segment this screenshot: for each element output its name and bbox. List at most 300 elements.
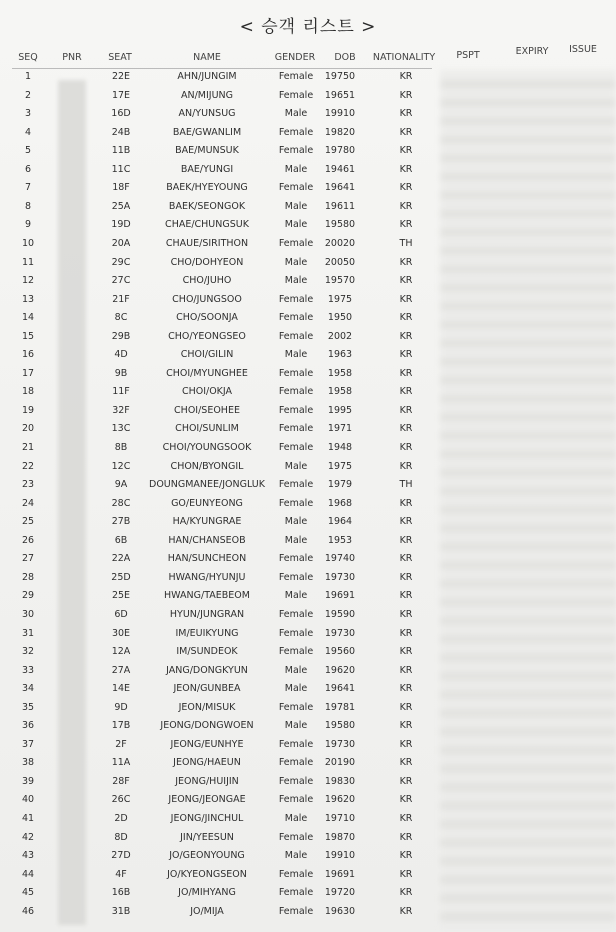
dob-cell: 19740 bbox=[324, 553, 356, 565]
gender-cell: Female bbox=[278, 404, 314, 416]
table-row bbox=[0, 477, 616, 496]
table-row bbox=[0, 830, 616, 849]
table-row bbox=[0, 162, 616, 181]
dob-cell: 1948 bbox=[327, 442, 353, 453]
dob-cell: 19910 bbox=[324, 108, 356, 120]
gender-cell: Male bbox=[284, 349, 308, 361]
gender-cell: Female bbox=[278, 701, 314, 713]
gender-cell: Male bbox=[284, 664, 308, 676]
gender-cell: Female bbox=[278, 182, 314, 194]
nationality-cell: KR bbox=[399, 590, 413, 602]
nationality-cell: KR bbox=[399, 219, 413, 231]
nationality-cell: KR bbox=[399, 553, 413, 565]
gender-cell: Female bbox=[278, 738, 314, 750]
gender-cell: Female bbox=[278, 608, 314, 620]
seat-cell: 24B bbox=[111, 126, 131, 138]
seq-cell: 26 bbox=[21, 534, 35, 546]
seat-cell: 11B bbox=[111, 145, 131, 157]
nationality-cell: KR bbox=[399, 89, 413, 101]
seq-cell: 27 bbox=[21, 553, 35, 565]
dob-cell: 1953 bbox=[327, 534, 353, 546]
dob-cell: 1958 bbox=[327, 367, 353, 379]
name-cell: CHO/JUNGSOO bbox=[172, 293, 242, 305]
seat-cell: 22E bbox=[111, 71, 131, 82]
dob-cell: 19560 bbox=[324, 646, 356, 658]
nationality-cell: KR bbox=[399, 367, 413, 379]
dob-cell: 19691 bbox=[324, 590, 356, 602]
nationality-cell: KR bbox=[399, 423, 413, 435]
name-cell: AHN/JUNGIM bbox=[177, 71, 237, 82]
name-cell: CHAUE/SIRITHON bbox=[165, 237, 249, 249]
seq-cell: 30 bbox=[21, 608, 35, 620]
table-row bbox=[0, 347, 616, 366]
gender-cell: Female bbox=[278, 831, 314, 843]
dob-cell: 1958 bbox=[327, 386, 353, 398]
table-row bbox=[0, 403, 616, 422]
gender-cell: Female bbox=[278, 312, 314, 324]
seq-cell: 42 bbox=[21, 831, 35, 843]
dob-cell: 19730 bbox=[324, 571, 356, 583]
nationality-cell: KR bbox=[399, 534, 413, 546]
nationality-cell: KR bbox=[399, 126, 413, 138]
seat-cell: 30E bbox=[111, 627, 131, 639]
name-cell: HWANG/TAEBEOM bbox=[164, 590, 250, 602]
gender-cell: Female bbox=[278, 497, 314, 509]
gender-cell: Female bbox=[278, 887, 314, 899]
seat-cell: 29B bbox=[111, 330, 131, 342]
seat-cell: 25D bbox=[111, 571, 131, 583]
table-row bbox=[0, 125, 616, 144]
dob-cell: 19580 bbox=[324, 720, 356, 732]
dob-cell: 1963 bbox=[327, 349, 353, 361]
dob-cell: 1964 bbox=[327, 516, 353, 528]
nationality-cell: KR bbox=[399, 831, 413, 843]
header-dob: DOB bbox=[334, 52, 356, 63]
seq-cell: 28 bbox=[21, 571, 35, 583]
seat-cell: 12C bbox=[111, 460, 131, 472]
gender-cell: Female bbox=[278, 757, 314, 769]
nationality-cell: KR bbox=[399, 71, 413, 82]
table-row bbox=[0, 718, 616, 737]
seq-cell: 4 bbox=[24, 126, 32, 138]
dob-cell: 19620 bbox=[324, 664, 356, 676]
nationality-cell: KR bbox=[399, 701, 413, 713]
table-row bbox=[0, 885, 616, 904]
nationality-cell: KR bbox=[399, 627, 413, 639]
name-cell: JEON/GUNBEA bbox=[173, 683, 241, 695]
dob-cell: 19620 bbox=[324, 794, 356, 806]
gender-cell: Male bbox=[284, 256, 308, 268]
seat-cell: 29C bbox=[111, 256, 131, 268]
nationality-cell: KR bbox=[399, 163, 413, 175]
seat-cell: 8C bbox=[114, 312, 128, 324]
nationality-cell: KR bbox=[399, 404, 413, 416]
seat-cell: 27B bbox=[111, 516, 131, 528]
seq-cell: 46 bbox=[21, 905, 35, 917]
nationality-cell: KR bbox=[399, 349, 413, 361]
name-cell: DOUNGMANEE/JONGLUK bbox=[149, 479, 265, 491]
table-row bbox=[0, 533, 616, 552]
table-row bbox=[0, 792, 616, 811]
dob-cell: 20020 bbox=[324, 237, 356, 249]
nationality-cell: KR bbox=[399, 850, 413, 862]
name-cell: CHOI/MYUNGHEE bbox=[166, 367, 248, 379]
seat-cell: 22A bbox=[111, 553, 131, 565]
nationality-cell: KR bbox=[399, 905, 413, 917]
name-cell: CHAE/CHUNGSUK bbox=[165, 219, 249, 231]
name-cell: CHO/SOONJA bbox=[176, 312, 238, 324]
nationality-cell: KR bbox=[399, 887, 413, 899]
table-row bbox=[0, 180, 616, 199]
dob-cell: 19720 bbox=[324, 887, 356, 899]
dob-cell: 19461 bbox=[324, 163, 356, 175]
gender-cell: Female bbox=[278, 775, 314, 787]
seat-cell: 2D bbox=[114, 813, 128, 824]
name-cell: CHO/DOHYEON bbox=[170, 256, 244, 268]
name-cell: CHOI/GILIN bbox=[180, 349, 234, 361]
gender-cell: Female bbox=[278, 237, 314, 249]
gender-cell: Female bbox=[278, 627, 314, 639]
seq-cell: 29 bbox=[21, 590, 35, 602]
seat-cell: 8D bbox=[114, 831, 128, 843]
seq-cell: 37 bbox=[21, 738, 35, 750]
table-row bbox=[0, 310, 616, 329]
dob-cell: 19570 bbox=[324, 275, 356, 287]
name-cell: HAN/SUNCHEON bbox=[167, 553, 247, 565]
seat-cell: 18F bbox=[112, 182, 130, 194]
name-cell: JEONG/HUIJIN bbox=[175, 775, 239, 787]
seq-cell: 34 bbox=[21, 683, 35, 695]
gender-cell: Male bbox=[284, 813, 308, 824]
gender-cell: Female bbox=[278, 145, 314, 157]
gender-cell: Female bbox=[278, 71, 314, 82]
name-cell: BAEK/HYEYOUNG bbox=[166, 182, 248, 194]
dob-cell: 19630 bbox=[324, 905, 356, 917]
name-cell: JEONG/HAEUN bbox=[173, 757, 241, 769]
dob-cell: 19641 bbox=[324, 683, 356, 695]
table-row bbox=[0, 440, 616, 459]
table-row bbox=[0, 292, 616, 311]
nationality-cell: KR bbox=[399, 868, 413, 880]
nationality-cell: KR bbox=[399, 683, 413, 695]
name-cell: JO/MIJA bbox=[190, 905, 224, 917]
seq-cell: 18 bbox=[21, 386, 35, 398]
name-cell: AN/YUNSUG bbox=[178, 108, 236, 120]
nationality-cell: KR bbox=[399, 497, 413, 509]
nationality-cell: KR bbox=[399, 720, 413, 732]
seat-cell: 28C bbox=[111, 497, 131, 509]
gender-cell: Female bbox=[278, 386, 314, 398]
table-row bbox=[0, 904, 616, 923]
table-row bbox=[0, 459, 616, 478]
gender-cell: Female bbox=[278, 646, 314, 658]
table-row bbox=[0, 811, 616, 830]
dob-cell: 1968 bbox=[327, 497, 353, 509]
gender-cell: Female bbox=[278, 330, 314, 342]
nationality-cell: KR bbox=[399, 442, 413, 453]
table-row bbox=[0, 69, 616, 88]
name-cell: BAE/GWANLIM bbox=[172, 126, 242, 138]
gender-cell: Female bbox=[278, 553, 314, 565]
table-row bbox=[0, 626, 616, 645]
table-row bbox=[0, 551, 616, 570]
table-row bbox=[0, 774, 616, 793]
name-cell: JEONG/JEONGAE bbox=[168, 794, 246, 806]
dob-cell: 19580 bbox=[324, 219, 356, 231]
table-row bbox=[0, 737, 616, 756]
gender-cell: Male bbox=[284, 275, 308, 287]
dob-cell: 19710 bbox=[324, 813, 356, 824]
seat-cell: 9D bbox=[114, 701, 128, 713]
seat-cell: 9B bbox=[114, 367, 128, 379]
table-row bbox=[0, 199, 616, 218]
seq-cell: 44 bbox=[21, 868, 35, 880]
gender-cell: Male bbox=[284, 720, 308, 732]
name-cell: CHO/YEONGSEO bbox=[168, 330, 246, 342]
seq-cell: 16 bbox=[21, 349, 35, 361]
seq-cell: 33 bbox=[21, 664, 35, 676]
nationality-cell: KR bbox=[399, 256, 413, 268]
dob-cell: 19780 bbox=[324, 145, 356, 157]
seat-cell: 20A bbox=[111, 237, 131, 249]
seat-cell: 17E bbox=[111, 89, 131, 101]
seq-cell: 3 bbox=[24, 108, 32, 120]
seat-cell: 25A bbox=[111, 200, 131, 212]
table-row bbox=[0, 329, 616, 348]
header-expiry: EXPIRY bbox=[515, 46, 549, 57]
seat-cell: 27D bbox=[111, 850, 131, 862]
gender-cell: Male bbox=[284, 163, 308, 175]
header-gender: GENDER bbox=[274, 52, 316, 63]
table-row bbox=[0, 88, 616, 107]
dob-cell: 20050 bbox=[324, 256, 356, 268]
seat-cell: 25E bbox=[111, 590, 131, 602]
gender-cell: Male bbox=[284, 683, 308, 695]
name-cell: CHO/JUHO bbox=[182, 275, 232, 287]
dob-cell: 19781 bbox=[324, 701, 356, 713]
name-cell: JIN/YEESUN bbox=[180, 831, 234, 843]
header-seat: SEAT bbox=[108, 52, 132, 63]
header-pspt: PSPT bbox=[456, 50, 480, 61]
table-row bbox=[0, 755, 616, 774]
dob-cell: 19730 bbox=[324, 627, 356, 639]
name-cell: JEON/MISUK bbox=[178, 701, 236, 713]
table-row bbox=[0, 273, 616, 292]
seat-cell: 6B bbox=[114, 534, 128, 546]
seq-cell: 39 bbox=[21, 775, 35, 787]
seq-cell: 32 bbox=[21, 646, 35, 658]
name-cell: JEONG/DONGWOEN bbox=[160, 720, 254, 732]
seat-cell: 17B bbox=[111, 720, 131, 732]
name-cell: HA/KYUNGRAE bbox=[172, 516, 242, 528]
table-row bbox=[0, 236, 616, 255]
gender-cell: Female bbox=[278, 905, 314, 917]
dob-cell: 19691 bbox=[324, 868, 356, 880]
header-pnr: PNR bbox=[62, 52, 82, 63]
nationality-cell: KR bbox=[399, 200, 413, 212]
seat-cell: 11A bbox=[111, 757, 131, 769]
nationality-cell: KR bbox=[399, 145, 413, 157]
nationality-cell: KR bbox=[399, 386, 413, 398]
table-row bbox=[0, 384, 616, 403]
nationality-cell: KR bbox=[399, 182, 413, 194]
dob-cell: 19590 bbox=[324, 608, 356, 620]
nationality-cell: KR bbox=[399, 664, 413, 676]
seat-cell: 4D bbox=[114, 349, 128, 361]
table-row bbox=[0, 607, 616, 626]
nationality-cell: KR bbox=[399, 330, 413, 342]
table-row bbox=[0, 663, 616, 682]
name-cell: CHON/BYONGIL bbox=[170, 460, 244, 472]
seat-cell: 26C bbox=[111, 794, 131, 806]
seq-cell: 36 bbox=[21, 720, 35, 732]
header-name: NAME bbox=[193, 52, 221, 63]
table-row bbox=[0, 421, 616, 440]
name-cell: HWANG/HYUNJU bbox=[168, 571, 246, 583]
gender-cell: Male bbox=[284, 534, 308, 546]
nationality-cell: KR bbox=[399, 293, 413, 305]
gender-cell: Male bbox=[284, 460, 308, 472]
seq-cell: 1 bbox=[24, 71, 32, 82]
nationality-cell: KR bbox=[399, 312, 413, 324]
table-row bbox=[0, 255, 616, 274]
table-row bbox=[0, 366, 616, 385]
header-nationality: NATIONALITY bbox=[372, 52, 436, 63]
table-row bbox=[0, 106, 616, 125]
seq-cell: 17 bbox=[21, 367, 35, 379]
dob-cell: 1975 bbox=[327, 293, 353, 305]
dob-cell: 2002 bbox=[327, 330, 353, 342]
seq-cell: 41 bbox=[21, 813, 35, 824]
dob-cell: 19641 bbox=[324, 182, 356, 194]
dob-cell: 1975 bbox=[327, 460, 353, 472]
seq-cell: 22 bbox=[21, 460, 35, 472]
seat-cell: 9A bbox=[114, 479, 128, 491]
seq-cell: 43 bbox=[21, 850, 35, 862]
dob-cell: 19870 bbox=[324, 831, 356, 843]
seq-cell: 2 bbox=[24, 89, 32, 101]
seat-cell: 16D bbox=[111, 108, 131, 120]
seat-cell: 21F bbox=[112, 293, 130, 305]
seat-cell: 13C bbox=[111, 423, 131, 435]
seq-cell: 20 bbox=[21, 423, 35, 435]
name-cell: JEONG/EUNHYE bbox=[170, 738, 244, 750]
seat-cell: 8B bbox=[114, 442, 128, 453]
seat-cell: 6D bbox=[114, 608, 128, 620]
table-row bbox=[0, 681, 616, 700]
gender-cell: Female bbox=[278, 89, 314, 101]
table-row bbox=[0, 514, 616, 533]
gender-cell: Male bbox=[284, 108, 308, 120]
gender-cell: Female bbox=[278, 126, 314, 138]
nationality-cell: KR bbox=[399, 775, 413, 787]
header-seq: SEQ bbox=[18, 52, 38, 63]
nationality-cell: KR bbox=[399, 571, 413, 583]
seq-cell: 35 bbox=[21, 701, 35, 713]
table-row bbox=[0, 143, 616, 162]
seat-cell: 27A bbox=[111, 664, 131, 676]
table-row bbox=[0, 700, 616, 719]
dob-cell: 20190 bbox=[324, 757, 356, 769]
seat-cell: 16B bbox=[111, 887, 131, 899]
gender-cell: Male bbox=[284, 516, 308, 528]
seat-cell: 12A bbox=[111, 646, 131, 658]
table-row bbox=[0, 867, 616, 886]
dob-cell: 19750 bbox=[324, 71, 356, 82]
page-title: < 승객 리스트 > bbox=[239, 17, 377, 37]
nationality-cell: KR bbox=[399, 460, 413, 472]
seat-cell: 11C bbox=[111, 163, 131, 175]
seq-cell: 10 bbox=[21, 237, 35, 249]
dob-cell: 1971 bbox=[327, 423, 353, 435]
name-cell: BAE/YUNGI bbox=[180, 163, 234, 175]
seq-cell: 8 bbox=[24, 200, 32, 212]
seq-cell: 12 bbox=[21, 275, 35, 287]
dob-cell: 19820 bbox=[324, 126, 356, 138]
dob-cell: 19611 bbox=[324, 200, 356, 212]
seq-cell: 7 bbox=[24, 182, 32, 194]
nationality-cell: KR bbox=[399, 516, 413, 528]
name-cell: JO/KYEONGSEON bbox=[167, 868, 247, 880]
table-row bbox=[0, 496, 616, 515]
name-cell: IM/SUNDEOK bbox=[176, 646, 238, 658]
name-cell: AN/MIJUNG bbox=[180, 89, 234, 101]
dob-cell: 19730 bbox=[324, 738, 356, 750]
nationality-cell: TH bbox=[399, 237, 413, 249]
seq-cell: 25 bbox=[21, 516, 35, 528]
seq-cell: 21 bbox=[21, 442, 35, 453]
seq-cell: 40 bbox=[21, 794, 35, 806]
nationality-cell: TH bbox=[399, 479, 413, 491]
nationality-cell: KR bbox=[399, 646, 413, 658]
dob-cell: 19910 bbox=[324, 850, 356, 862]
name-cell: HAN/CHANSEOB bbox=[168, 534, 246, 546]
nationality-cell: KR bbox=[399, 738, 413, 750]
table-row bbox=[0, 644, 616, 663]
name-cell: HYUN/JUNGRAN bbox=[169, 608, 245, 620]
dob-cell: 1979 bbox=[327, 479, 353, 491]
seat-cell: 11F bbox=[112, 386, 130, 398]
name-cell: CHOI/SUNLIM bbox=[175, 423, 239, 435]
nationality-cell: KR bbox=[399, 813, 413, 824]
nationality-cell: KR bbox=[399, 757, 413, 769]
seat-cell: 4F bbox=[115, 868, 127, 880]
gender-cell: Female bbox=[278, 293, 314, 305]
name-cell: JO/MIHYANG bbox=[178, 887, 236, 899]
name-cell: IM/EUIKYUNG bbox=[175, 627, 239, 639]
seq-cell: 38 bbox=[21, 757, 35, 769]
gender-cell: Female bbox=[278, 794, 314, 806]
dob-cell: 19651 bbox=[324, 89, 356, 101]
name-cell: CHOI/SEOHEE bbox=[174, 404, 240, 416]
table-row bbox=[0, 588, 616, 607]
gender-cell: Female bbox=[278, 423, 314, 435]
seq-cell: 45 bbox=[21, 887, 35, 899]
nationality-cell: KR bbox=[399, 275, 413, 287]
name-cell: CHOI/OKJA bbox=[181, 386, 233, 398]
table-row bbox=[0, 848, 616, 867]
seq-cell: 11 bbox=[21, 256, 35, 268]
seq-cell: 31 bbox=[21, 627, 35, 639]
seq-cell: 24 bbox=[21, 497, 35, 509]
seq-cell: 13 bbox=[21, 293, 35, 305]
seq-cell: 15 bbox=[21, 330, 35, 342]
name-cell: JO/GEONYOUNG bbox=[169, 850, 245, 862]
dob-cell: 1995 bbox=[327, 404, 353, 416]
dob-cell: 19830 bbox=[324, 775, 356, 787]
gender-cell: Female bbox=[278, 571, 314, 583]
seat-cell: 32F bbox=[112, 404, 130, 416]
